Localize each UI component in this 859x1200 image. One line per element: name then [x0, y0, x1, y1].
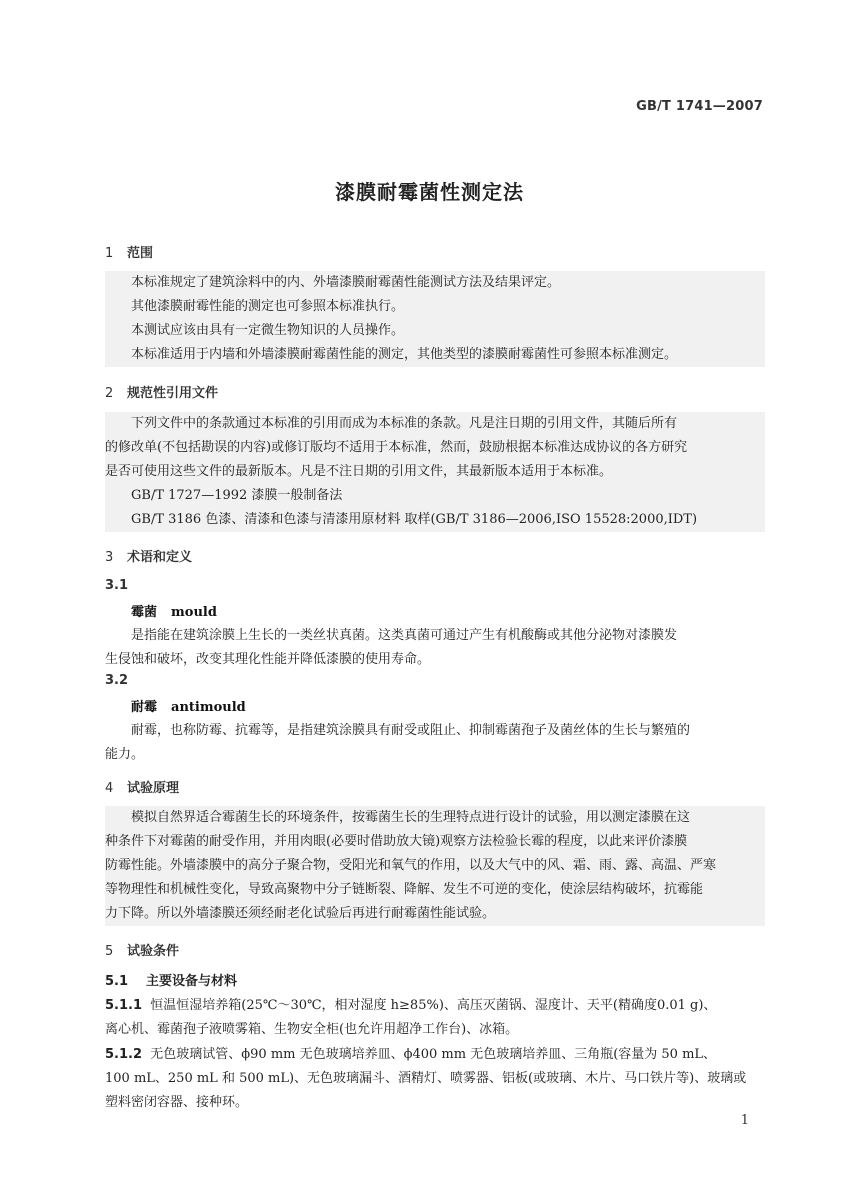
definition-line: 耐霉，也称防霉、抗霉等，是指建筑涂膜具有耐受或阻止、抑制霉菌孢子及菌丝体的生长与繁殖的	[131, 723, 691, 738]
term-number: 3.1	[105, 578, 129, 593]
term-heading	[131, 601, 217, 620]
item-5-1-2	[105, 1043, 765, 1115]
item-line: 恒温恒湿培养箱(25℃～30℃，相对湿度 h≥85%)、高压灭菌锅、湿度计、天平(精确度0.01 g)、	[150, 998, 717, 1013]
item-5-1-1	[105, 994, 765, 1042]
section-1-body	[105, 271, 765, 367]
definition-line: 能力。	[105, 747, 145, 762]
section-title: 试验条件	[127, 944, 180, 959]
paragraph: 其他漆膜耐霉性能的测定也可参照本标准执行。	[131, 299, 405, 314]
paragraph-line: 种条件下对霉菌的耐受作用，并用肉眼(必要时借助放大镜)观察方法检验长霉的程度，以此来评价漆膜	[105, 834, 688, 849]
item-line: 无色玻璃试管、ϕ90 mm 无色玻璃培养皿、ϕ400 mm 无色玻璃培养皿、三角瓶(容量为 50 mL、	[150, 1047, 717, 1062]
paragraph: 本标准适用于内墙和外墙漆膜耐霉菌性能的测定，其他类型的漆膜耐霉菌性可参照本标准测定。	[131, 347, 678, 362]
section-title: 试验原理	[127, 781, 180, 796]
section-number: 2	[105, 386, 114, 401]
term-en: mould	[171, 605, 217, 620]
definition-line: 生侵蚀和破坏，改变其理化性能并降低漆膜的使用寿命。	[105, 652, 431, 667]
paragraph-line: 力下降。所以外墙漆膜还须经耐老化试验后再进行耐霉菌性能试验。	[105, 906, 496, 921]
reference-item: GB/T 3186 色漆、清漆和色漆与清漆用原材料 取样(GB/T 3186—2006,ISO 15528:2000,IDT)	[131, 512, 698, 527]
definition-line: 是指能在建筑涂膜上生长的一类丝状真菌。这类真菌可通过产生有机酸酶或其他分泌物对漆膜发	[131, 628, 678, 643]
term-en: antimould	[171, 700, 246, 715]
page-title: 漆膜耐霉菌性测定法	[335, 180, 524, 204]
section-number: 3	[105, 550, 114, 565]
subsection-title: 主要设备与材料	[146, 974, 238, 989]
item-line: 100 mL、250 mL 和 500 mL)、无色玻璃漏斗、酒精灯、喷雾器、铝板(或玻璃、木片、马口铁片等)、玻璃或	[105, 1071, 747, 1086]
term-cn: 霉菌	[131, 605, 158, 620]
subsection-number: 5.1	[105, 974, 129, 989]
item-line: 离心机、霉菌孢子液喷雾箱、生物安全柜(也允许用超净工作台)、冰箱。	[105, 1022, 519, 1037]
section-4-body	[105, 806, 765, 926]
paragraph-line: 的修改单(不包括勘误的内容)或修订版均不适用于本标准，然而，鼓励根据本标准达成协议的各方研究	[105, 440, 688, 455]
item-number: 5.1.2	[105, 1047, 143, 1062]
term-heading	[131, 696, 246, 715]
standard-number: GB/T 1741—2007	[636, 99, 763, 114]
paragraph-line: 下列文件中的条款通过本标准的引用而成为本标准的条款。凡是注日期的引用文件，其随后所有	[131, 416, 678, 431]
paragraph: 本标准规定了建筑涂料中的内、外墙漆膜耐霉菌性能测试方法及结果评定。	[131, 275, 561, 290]
section-title: 规范性引用文件	[127, 386, 219, 401]
term-definition	[105, 624, 765, 672]
section-title: 术语和定义	[127, 550, 193, 565]
item-line: 塑料密闭容器、接种环。	[105, 1095, 249, 1110]
section-number: 5	[105, 944, 114, 959]
section-title: 范围	[127, 246, 154, 261]
section-3-heading	[105, 546, 192, 565]
paragraph-line: 是否可使用这些文件的最新版本。凡是不注日期的引用文件，其最新版本适用于本标准。	[105, 464, 613, 479]
paragraph-line: 防霉性能。外墙漆膜中的高分子聚合物，受阳光和氧气的作用，以及大气中的风、霜、雨、露、高温、严寒	[105, 858, 717, 873]
section-number: 4	[105, 781, 114, 796]
paragraph: 本测试应该由具有一定微生物知识的人员操作。	[131, 323, 405, 338]
reference-item: GB/T 1727—1992 漆膜一般制备法	[131, 488, 343, 503]
section-2-heading	[105, 382, 218, 401]
term-definition	[105, 719, 765, 767]
paragraph-line: 模拟自然界适合霉菌生长的环境条件，按霉菌生长的生理特点进行设计的试验，用以测定漆膜在这	[131, 810, 691, 825]
section-4-heading	[105, 777, 179, 796]
section-number: 1	[105, 246, 114, 261]
section-1-heading	[105, 242, 153, 261]
page-number: 1	[740, 1113, 749, 1128]
paragraph-line: 等物理性和机械性变化，导致高聚物中分子链断裂、降解、发生不可逆的变化，使涂层结构破坏，抗霉能	[105, 882, 704, 897]
term-cn: 耐霉	[131, 700, 158, 715]
section-5-heading	[105, 940, 179, 959]
item-number: 5.1.1	[105, 998, 143, 1013]
section-2-body	[105, 412, 765, 532]
term-number: 3.2	[105, 673, 129, 688]
subsection-heading	[105, 970, 765, 994]
